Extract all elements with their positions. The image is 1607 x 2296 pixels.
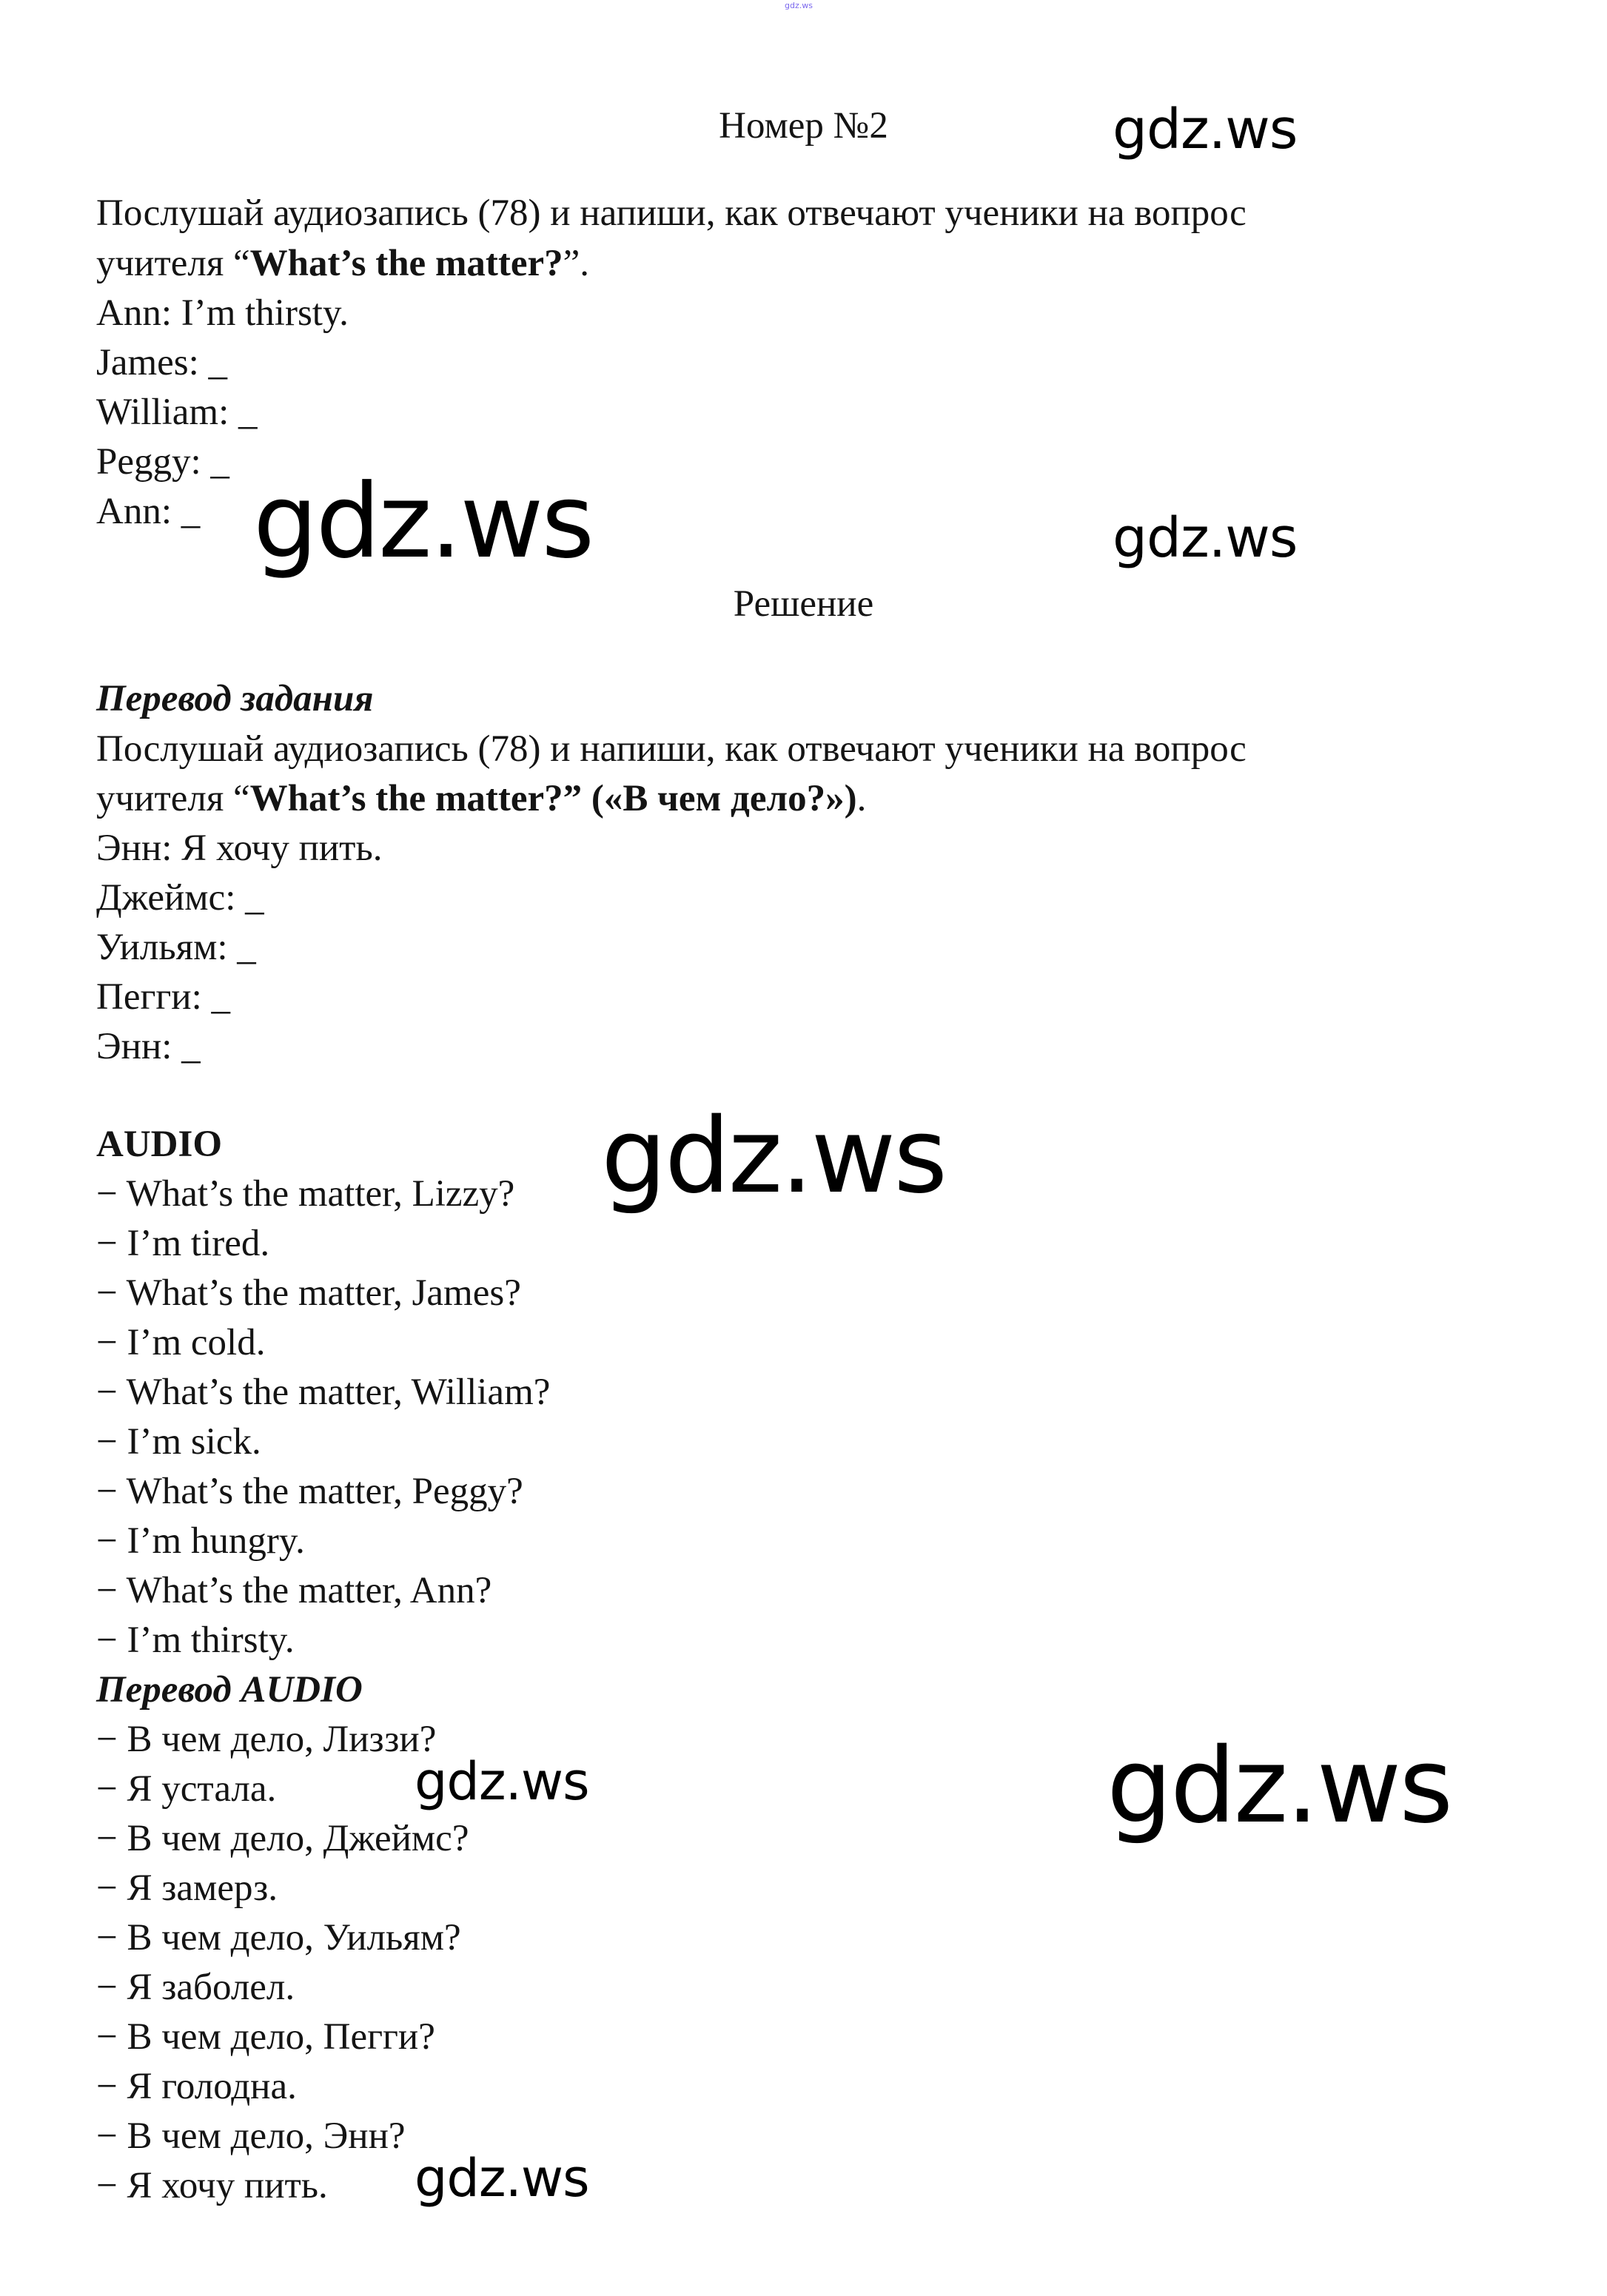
audio-heading: AUDIO [96,1124,223,1165]
audio-translation-line: − Я устала. [96,1768,277,1810]
translation-line: Энн: Я хочу пить. [96,828,383,869]
top-watermark: gdz.ws [785,1,813,10]
task-instruction-prefix: учителя “ [96,243,250,284]
audio-translation-line: − Я заболел. [96,1967,295,2008]
audio-line: − I’m hungry. [96,1520,305,1562]
translation-instruction-line-1: Послушай аудиозапись (78) и напиши, как отвечают ученики на вопрос [96,728,1247,770]
audio-translation-line: − В чем дело, Уильям? [96,1917,461,1958]
task-line: James: _ [96,342,228,383]
audio-translation-heading: Перевод AUDIO [96,1669,363,1711]
task-line: Ann: _ [96,491,201,532]
audio-translation-line: − В чем дело, Пегги? [96,2016,435,2058]
audio-line: − What’s the matter, Ann? [96,1570,492,1611]
audio-line: − I’m tired. [96,1223,270,1264]
audio-line: − What’s the matter, Lizzy? [96,1173,515,1215]
translation-line: Уильям: _ [96,927,256,968]
task-instruction-line-2 [96,238,589,289]
task-line: William: _ [96,392,258,433]
audio-line: − What’s the matter, James? [96,1272,521,1314]
audio-line: − What’s the matter, William? [96,1372,551,1413]
watermark: gdz.ws [253,462,593,581]
audio-line: − What’s the matter, Peggy? [96,1471,523,1512]
audio-translation-line: − В чем дело, Джеймс? [96,1818,469,1859]
watermark: gdz.ws [415,1751,589,1812]
audio-translation-line: − Я замерз. [96,1867,278,1909]
watermark: gdz.ws [415,2148,589,2209]
audio-line: − I’m cold. [96,1322,266,1363]
audio-line: − I’m thirsty. [96,1619,295,1661]
page-title: Номер №2 [719,105,888,147]
task-instruction-question: What’s the matter? [249,243,563,284]
translation-instruction-question: What’s the matter?” («В чем дело?») [249,778,857,819]
translation-instruction-prefix: учителя “ [96,778,250,819]
translation-line: Энн: _ [96,1026,201,1067]
task-instruction-suffix: ”. [563,243,590,284]
audio-translation-line: − В чем дело, Энн? [96,2115,406,2157]
audio-translation-line: − Я хочу пить. [96,2165,328,2206]
translation-instruction-suffix: . [856,778,867,819]
audio-translation-line: − Я голодна. [96,2066,297,2107]
solution-heading: Решение [733,583,874,625]
translation-heading: Перевод задания [96,678,374,719]
watermark: gdz.ws [601,1096,946,1217]
audio-line: − I’m sick. [96,1421,261,1463]
translation-instruction-line-2 [96,773,866,824]
translation-line: Джеймс: _ [96,877,264,919]
watermark: gdz.ws [1113,506,1298,570]
audio-translation-line: − В чем дело, Лиззи? [96,1719,437,1760]
watermark: gdz.ws [1107,1726,1452,1847]
translation-line: Пегги: _ [96,976,231,1018]
watermark: gdz.ws [1113,98,1298,161]
task-line: Peggy: _ [96,441,229,483]
task-line: Ann: I’m thirsty. [96,292,349,334]
task-instruction-line-1: Послушай аудиозапись (78) и напиши, как отвечают ученики на вопрос [96,192,1247,234]
